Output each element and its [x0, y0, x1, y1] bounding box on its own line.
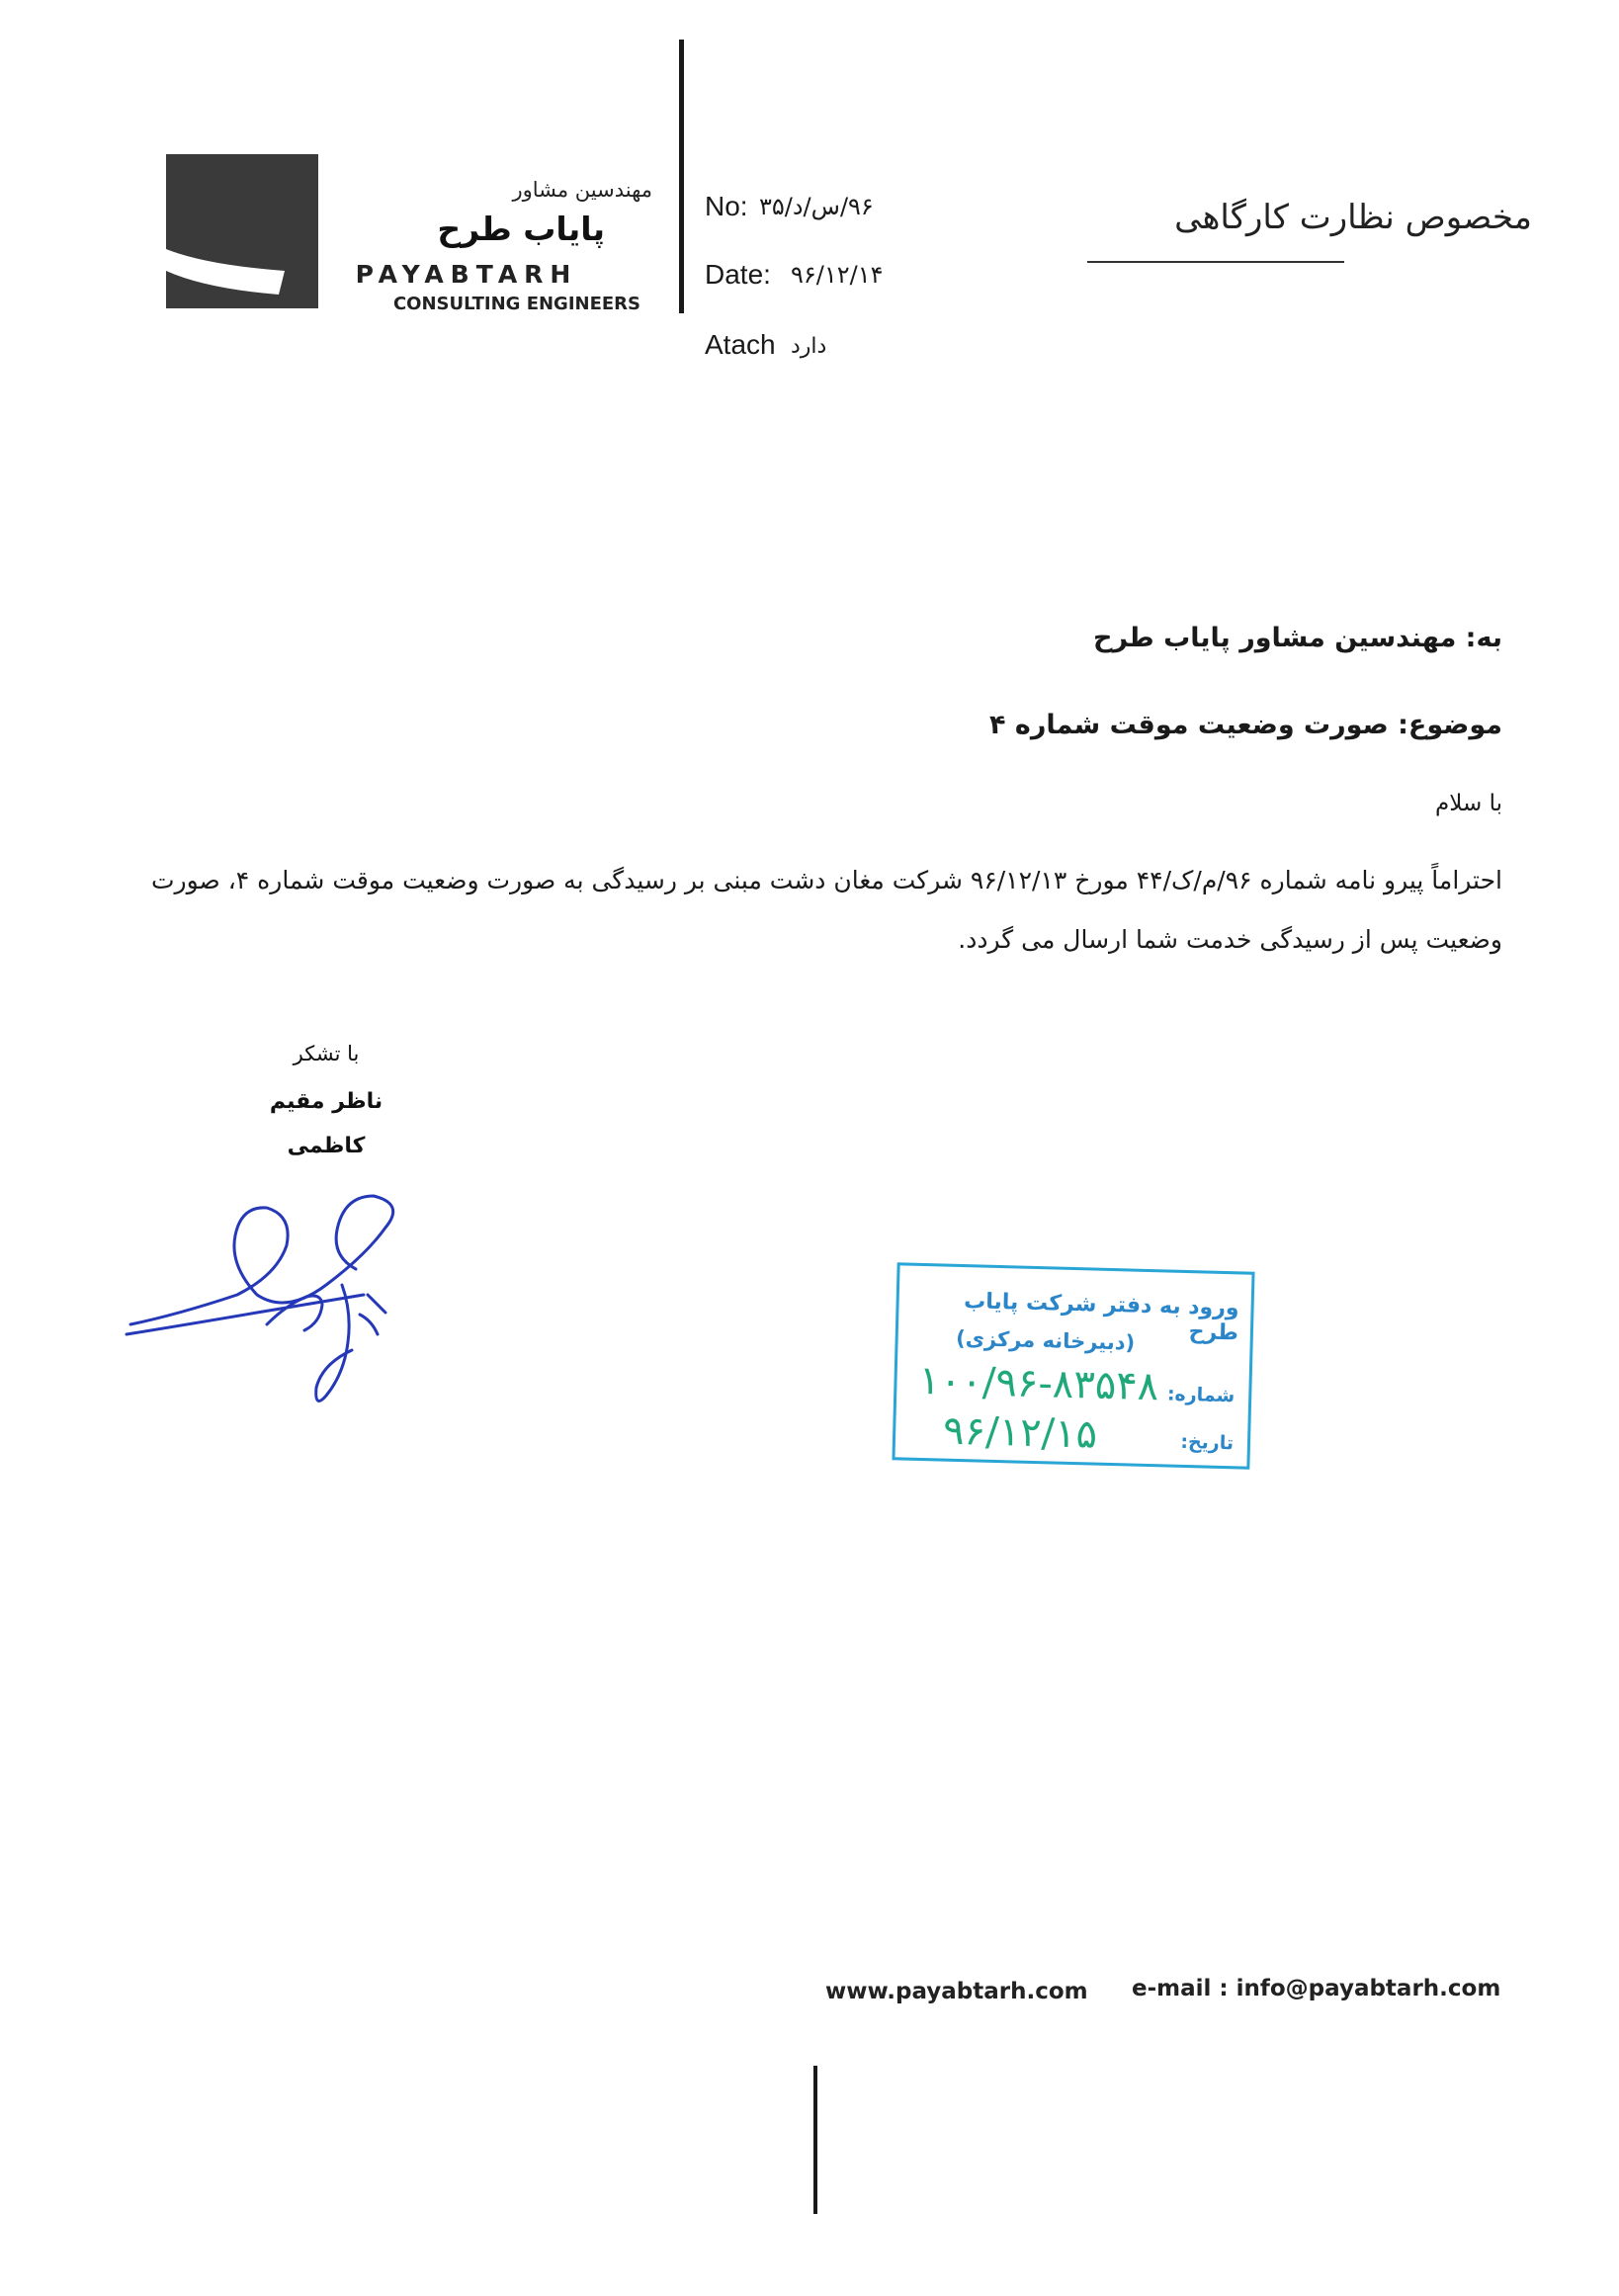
handwritten-signature-icon — [119, 1166, 435, 1423]
letter-date-label: Date: — [705, 259, 771, 290]
stamp-number-value: ۱۰۰/۹۶-۸۳۵۴۸ — [917, 1357, 1159, 1410]
stamp-date-label: تاریخ: — [1180, 1430, 1235, 1455]
closing-text: با تشکر — [293, 1042, 360, 1065]
confidential-heading: مخصوص نظارت کارگاهی — [1174, 198, 1532, 237]
signer-name: کاظمی — [287, 1134, 366, 1158]
recipient-line: به: مهندسین مشاور پایاب طرح — [1093, 623, 1502, 653]
footer-email-link[interactable]: e-mail : info@payabtarh.com — [1132, 1976, 1501, 2001]
stamp-subtitle: (دبیرخانه مرکزی) — [955, 1325, 1136, 1355]
footer-website-link[interactable]: www.payabtarh.com — [825, 1979, 1088, 2004]
registry-stamp — [892, 1262, 1254, 1469]
attachment-value: دارد — [791, 334, 827, 359]
company-tagline-english: CONSULTING ENGINEERS — [392, 294, 641, 314]
signer-role: ناظر مقیم — [269, 1089, 383, 1114]
stamp-number-label: شماره: — [1166, 1383, 1236, 1407]
subject-line: موضوع: صورت وضعیت موقت شماره ۴ — [989, 710, 1502, 740]
body-paragraph-line: وضعیت پس از رسیدگی خدمت شما ارسال می گردد. — [958, 925, 1502, 954]
header-divider — [679, 40, 684, 313]
company-name-persian: پایاب طرح — [437, 210, 605, 248]
company-logo-icon — [166, 154, 318, 308]
body-paragraph-line: احتراماً پیرو نامه شماره ۹۶/م/ک/۴۴ مورخ ۹۶/۱۲/۱۳ شرکت مغان دشت مبنی بر رسیدگی به صورت وضعیت موقت شماره ۴، صورت — [151, 866, 1502, 894]
letter-number-value: ۹۶/س/د/۳۵ — [759, 193, 874, 220]
company-name-persian-prefix: مهندسین مشاور — [512, 178, 652, 202]
confidential-underline — [1087, 261, 1344, 263]
company-name-english: PAYABTARH — [355, 260, 578, 289]
footer-divider — [813, 2066, 817, 2214]
letter-number-label: No: — [705, 191, 748, 221]
stamp-title: ورود به دفتر شرکت پایاب طرح — [963, 1289, 1239, 1346]
attachment-label: Atach — [705, 329, 776, 360]
stamp-date-value: ۹۶/۱۲/۱۵ — [942, 1407, 1098, 1458]
letter-date-value: ۹۶/۱۲/۱۴ — [791, 261, 884, 289]
greeting: با سلام — [1435, 791, 1502, 816]
